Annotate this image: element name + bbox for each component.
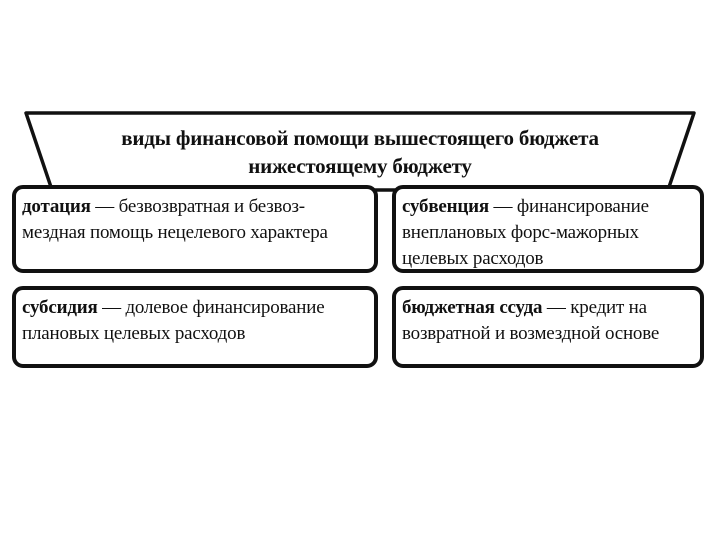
box-budget-loan [402, 295, 694, 347]
box-subvention [402, 194, 694, 272]
box-2-line-1 [402, 194, 694, 220]
box-4-line-2: возвратной и возмездной основе [402, 323, 660, 344]
box-3-dash: — [97, 297, 126, 318]
box-4-line-1 [402, 295, 694, 321]
box-1-term: дотация [22, 196, 91, 217]
box-3-line-1 [22, 295, 368, 321]
box-2-line-2: внеплановых форс-мажорных [402, 222, 639, 243]
header-line-2: нижестоящему бюджету [248, 154, 472, 178]
box-3-term: субсидия [22, 297, 98, 318]
box-subsidy [22, 295, 368, 347]
box-2-dash: — [488, 196, 517, 217]
box-2-line-1-rest: финансирование [516, 196, 649, 217]
box-1-line-1-rest: безвозвратная и безвоз- [118, 196, 305, 217]
box-1-line-1 [22, 194, 368, 220]
box-4-term: бюджетная ссуда [402, 297, 543, 318]
header-line-1: виды финансовой помощи вышестоящего бюджета [121, 126, 599, 150]
box-1-line-2: мездная помощь нецелевого характера [22, 222, 328, 243]
box-4-dash: — [542, 297, 571, 318]
box-3-line-2: плановых целевых расходов [22, 323, 246, 344]
box-2-line-3: целевых расходов [402, 248, 544, 269]
box-4-line-1-rest: кредит на [570, 297, 647, 318]
box-1-dash: — [90, 196, 119, 217]
box-2-term: субвенция [402, 196, 489, 217]
box-3-line-1-rest: долевое финансирование [125, 297, 325, 318]
box-dotation [22, 194, 368, 246]
header-title [40, 124, 680, 180]
